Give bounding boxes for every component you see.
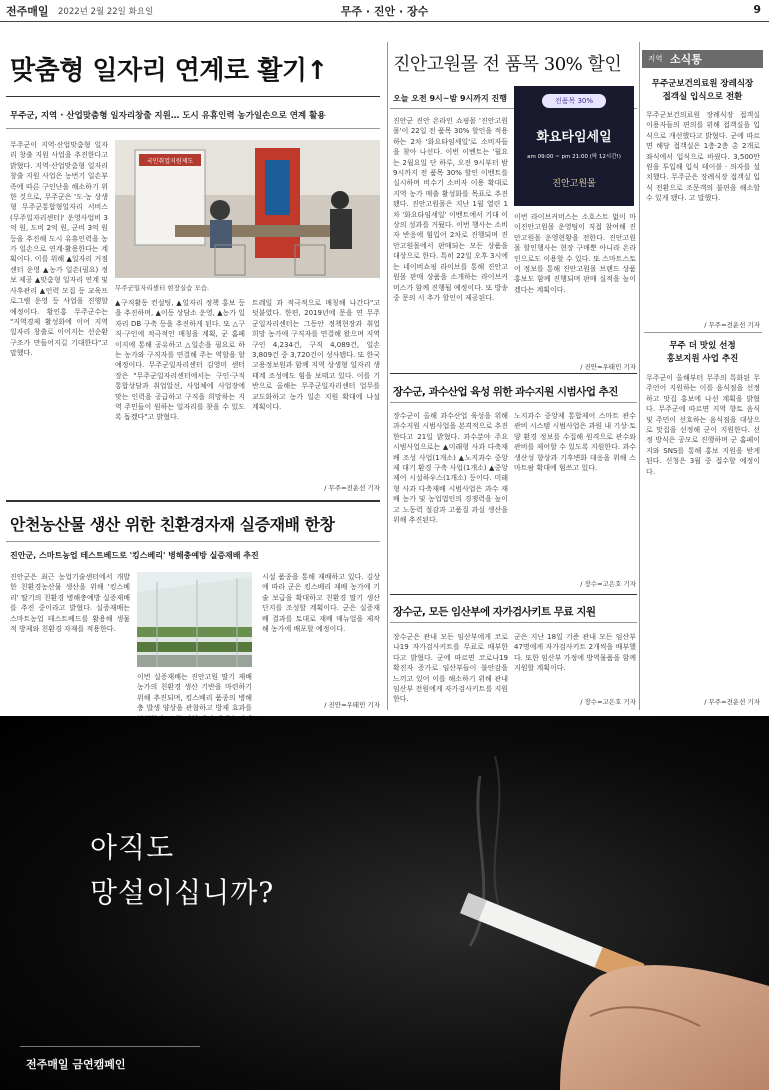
article4-photo <box>137 572 252 667</box>
divider <box>644 332 762 333</box>
page-header <box>0 0 769 22</box>
divider <box>390 594 637 595</box>
article2-dek: 오늘 오전 9시~밤 9시까지 진행 <box>393 94 507 103</box>
divider <box>6 541 380 542</box>
sidebar-item2-headline-line1: 무주 더 맛있 선정 <box>669 341 736 351</box>
article4-headline: 안천농산물 생산 위한 친환경자재 실증재배 한창 <box>10 515 335 534</box>
article5-byline: / 장수=고은호 기자 <box>580 698 636 706</box>
divider <box>390 622 637 623</box>
section-label: 무주 · 진안 · 장수 <box>340 5 429 18</box>
anti-smoking-ad <box>0 716 769 1090</box>
divider <box>390 373 637 374</box>
ad-headline-line2: 망설이십니까? <box>90 876 275 909</box>
sidebar-item2-byline: / 무주=전운선 기자 <box>704 698 760 706</box>
article3-headline: 장수군, 과수산업 육성 위한 과수지원 시범사업 추진 <box>393 386 618 398</box>
issue-date: 2022년 2월 22일 화요일 <box>58 7 154 17</box>
sidebar-item1-body: 무주군보건의료원 장례식장 접객실 이용자들의 편의를 위해 접객실을 입식으로 개선했다고 밝혔다. 군에 따르면 해당 접객실은 1층·2층 총 2개로 좌식에서 입식으로 바꿨다. 3,500만 원을 투입해 입식 테이블 · 의자를 설치했다. 무주군은 장례식장 접객실 입식 전환으로 조문객의 불편을 해소할 수 있게 됐다. 고 말했다. <box>646 111 760 203</box>
masthead: 전주매일 <box>6 5 49 18</box>
greenhouse-illustration <box>137 572 252 667</box>
sidebar-title: 소식통 <box>670 53 702 66</box>
article4-body-col2: 이번 실증재배는 진안고원 딸기 재배 농가의 친환경 생산 기반을 마련하기 위해 추진되며, 킹스베리 품종의 병해충 발생 양상을 관찰하고 방제 효과를 <box>137 673 252 713</box>
article3-body-col2: 노지과수 중앙제 통합제어 스마트 관수관비 시스템 시범사업은 과원 내 기상·토양 환경 정보를 수집해 원격으로 관수와 관비를 제어할 수 있도록 지원한다. 과수 생산성 향상과 기후변화 대응을 위해 스마트팜 확대에 힘쓰고 있다. <box>514 412 636 473</box>
article1-photo <box>115 140 380 278</box>
article1-body-col3: 트레일 과 적극적으로 매칭해 나간다"고 덧붙였다. 한편, 2019년에 문을 연 무주군일자리센터는 그동안 정책현장과 취업희망 농가에 구직자를 연결해 왔으며 지역 구인 4,234건, 구직 4,089건, 일손 3,809건 중 3,720건이 성사됐다. 또 한국고용정보원과 함께 지역 상생형 일자리 생태계 조성에도 힘을 보태고 있다. 이를 기반으로 올해는 무주군일자리센터 업무를 교도화하고 농가 일손 지원 확대에 나설 계획이다. <box>252 299 380 412</box>
article5-body-col2: 군은 지난 18일 기준 관내 모든 임산부 47명에게 자가검사키트 2개씩을 배부했다. 또한 임산부 가정에 방역물품을 함께 지원할 계획이다. <box>514 633 636 673</box>
article5-headline: 장수군, 모든 임산부에 자가검사키트 무료 지원 <box>393 606 596 618</box>
article2-headline: 진안고원몰 전 품목 30% 할인 <box>393 54 622 75</box>
poster-badge: 전품목 30% <box>542 94 606 108</box>
article4-body-col3: 시설 품종을 통해 재배하고 있다. 김상에 따라 군은 킹스베리 재배 농가에 기술 보급을 확대하고 친환경 딸기 생산단지를 조성할 계획이다. 군은 실증재배 결과를 토대로 재배 매뉴얼을 제작해 농가에 배포할 예정이다. <box>262 573 380 634</box>
divider <box>390 402 637 403</box>
page-number: 9 <box>753 3 761 16</box>
sidebar-item1-byline: / 무주=전운선 기자 <box>704 321 760 329</box>
article4-body-col1: 진안군은 최근 농업기술센터에서 개발한 친환경농산물 생산을 위해 '킹스베리' 딸기의 친환경 병해충예방 실증재배를 추진 중이라고 밝혔다. 실증재배는 스마트농업 테스트베드를 활용해 생물적 방제와 친환경 자재를 적용한다. <box>10 573 130 634</box>
sidebar-item2-body: 무주군이 올해부터 무주의 특화된 무주언어 지원하는 이를 음식점을 선정하고 맛집 홍보에 나선 계획을 밝혔다. 무주군에 따르면 지역 향토 음식 및 주민이 선호하는 음식점을 대상으로 맛집을 선정해 군이 지원한다. 선정 방식은 공모로 진행하며 군 홈페이지와 SNS를 통해 홍보 지원을 받게 된다. 신청은 3월 중 접수할 예정이다. <box>646 374 760 476</box>
article2-byline: / 진안=우태민 기자 <box>580 363 636 371</box>
article3-byline: / 장수=고은호 기자 <box>580 580 636 588</box>
divider <box>6 128 380 129</box>
divider <box>6 500 380 502</box>
article1-byline: / 무주=전운선 기자 <box>324 484 380 492</box>
article1-body-col2: ▲구직활동 컨설팅, ▲일자리 정책 홍보 등을 추진하며, ▲이동 상담소 운영, ▲농가 일자리 DB 구축 등을 추진하게 된다. 또 △구직·구인에 적극적인 매칭을 계획, 군 홈페이지에 통해 공유하고 △일손을 필요로 하는 농가와 구직자를 연결해 주는 역할을 할 예정이다. 무주군일자리센터 김영미 센터장은 "무주군일자리센터에서는 구인·구직 통합상담과 취업알선, 사업체에 사업장에 맞는 인력을 공급하고 구직을 희망하는 지역 주민들이 원하는 일자리를 찾을 수 있도록 돕겠다"고 밝혔다. <box>115 299 245 422</box>
ad-headline-line1: 아직도 <box>90 831 175 864</box>
sidebar-tag: 지역 <box>648 54 663 63</box>
article1-subhead: 무주군, 지역 · 산업맞춤형 일자리창출 지원… 도시 유휴인력 농가일손으로 연계 활용 <box>10 111 326 121</box>
article3-body: 장수군이 올해 과수산업 육성을 위해 과수지원 시범사업을 본격적으로 추진한다고 21일 밝혔다. 과수분야 주요 시범사업으로는 ▲미래형 사과 다축재배 조성 사업(1개소) ▲노지과수 중앙제 대기 환경 구축 사업(1개소) ▲중앙제어 시설하우스(1개소) 등이다. 미래형 사과 다축재배 시범사업은 과수 재배 농가 및 농업법인의 경쟁력을 높이고 노동력 절감과 고품질 과실 생산을 위해 추진된다. <box>393 412 508 525</box>
office-scene-illustration <box>115 140 380 278</box>
ad-divider <box>20 1046 200 1047</box>
article5-body: 장수군은 관내 모든 임산부에게 코로나19 자가검사키트를 무료로 배부한다고 밝혔다. 군에 따르면 코로나19 확진자 증가로 임산부들이 불안감을 느끼고 있어 이를 해소하기 위해 관내 임산부 전원에게 자가검사키트를 지원한다. <box>393 633 508 704</box>
poster-time: am 09:00 ~ pm 21:00 (딱 12시간!) <box>527 154 621 160</box>
sidebar-item1-headline-line2: 접객실 입식으로 전환 <box>662 92 743 102</box>
article4-subhead: 진안군, 스마트농업 테스트베드로 '킹스베리' 병해충예방 실증재배 추진 <box>10 551 259 560</box>
ad-campaign-label: 전주매일 금연캠페인 <box>26 1058 126 1071</box>
column-divider <box>639 42 640 710</box>
sale-poster <box>514 86 634 206</box>
article1-body-col1: 무주군이 지역·산업맞춤형 일자리 창출 지원 사업을 추진한다고 밝혔다. 지역·산업맞춤형 일자리창출 지원 사업은 농번기 일손부족에 따른 구인난을 해소하기 위한 것으로, 무주군은 '도·농 상생형 무주군통합형일자리 서비스(무주일자리센터)' 운영사업비 3억 원, 도비 2억 원, 군비 3억 원 등을 추진해 도시 유휴인력을 농가 일손으로 연계·활용한다는 계획이다. 이를 위해 ▲일자리 거점센터 운영 ▲농가 일손(필요) 정보 제공 ▲맞춤형 일자리 연계 및 사후관리 ▲인력 모집 등 교육프로그램 운영 등 사업을 진행할 예정이다. 황인홍 무주군수는 "지역경제 활성화에 이어 지역 일자리 창출로 이어지는 선순환 구조가 만들어지길 기대한다"고 말했다. <box>10 141 108 358</box>
column-divider <box>387 42 388 710</box>
article2-body: 진안군 진안 온라인 쇼핑몰 '진안고원몰'이 22일 전 품목 30% 할인을 적용하는 2차 '화요타임세일'로 소비자들을 찾아 나선다. 이번 이벤트는 '월요는 2월요일 단 하루, 오전 9시부터 밤 9시까지 전 품목 30% 할인 이벤트를 실시하며 비수기 소비자 이용 확대로 지역 농가 매출 활성화를 목표로 추진됐다. 진안고원몰은 지난 1월 열린 1차 '화요타임세일' 이벤트에서 기대 이상의 성과를 거뒀다. 이번 행사는 소비자 반응에 힘입어 2차로 진행되며 진안고원몰에서 판매되는 모든 상품을 대상으로 한다. 특히 22일 오후 3시에는 네이버쇼핑 라이브를 통해 진안고원몰 판매 상품을 소개하는 라이브커머스가 함께 진행될 예정이다. 또 방송 중 문의 시 추가 할인이 제공된다. <box>393 117 508 302</box>
article4-byline: / 진안=우태민 기자 <box>324 701 380 709</box>
sidebar-item1-headline-line1: 무주군보건의료원 장레식장 <box>651 79 754 89</box>
sidebar-header <box>642 50 763 68</box>
photo-banner-text: 국민취업지원제도 <box>146 158 194 165</box>
poster-title: 화요타임세일 <box>536 130 612 145</box>
article1-photo-caption: 무주군일자리센터 현장실습 모습. <box>115 284 210 292</box>
article1-headline: 맞춤형 일자리 연계로 활기↑ <box>10 56 328 86</box>
sidebar-item2-headline-line2: 홍보지원 사업 추진 <box>666 354 739 364</box>
poster-brand: 진안고원몰 <box>552 179 596 189</box>
article2-body-col2: 이번 라이브커머스는 소호스트 없이 마이진안고원몰 운영팀이 직접 참여해 진안고원몰 운영현황을 전한다. 진안고원몰 할인행사는 현장 구매뿐 아니라 온라인으로도 이용할 수 있다. 또 스마트스토어 정보를 통해 진안고원몰 브랜드 상품 홍보도 함께 진행되며 판매 실적을 높이겠다는 계획이다. <box>514 213 636 294</box>
divider <box>6 96 380 97</box>
